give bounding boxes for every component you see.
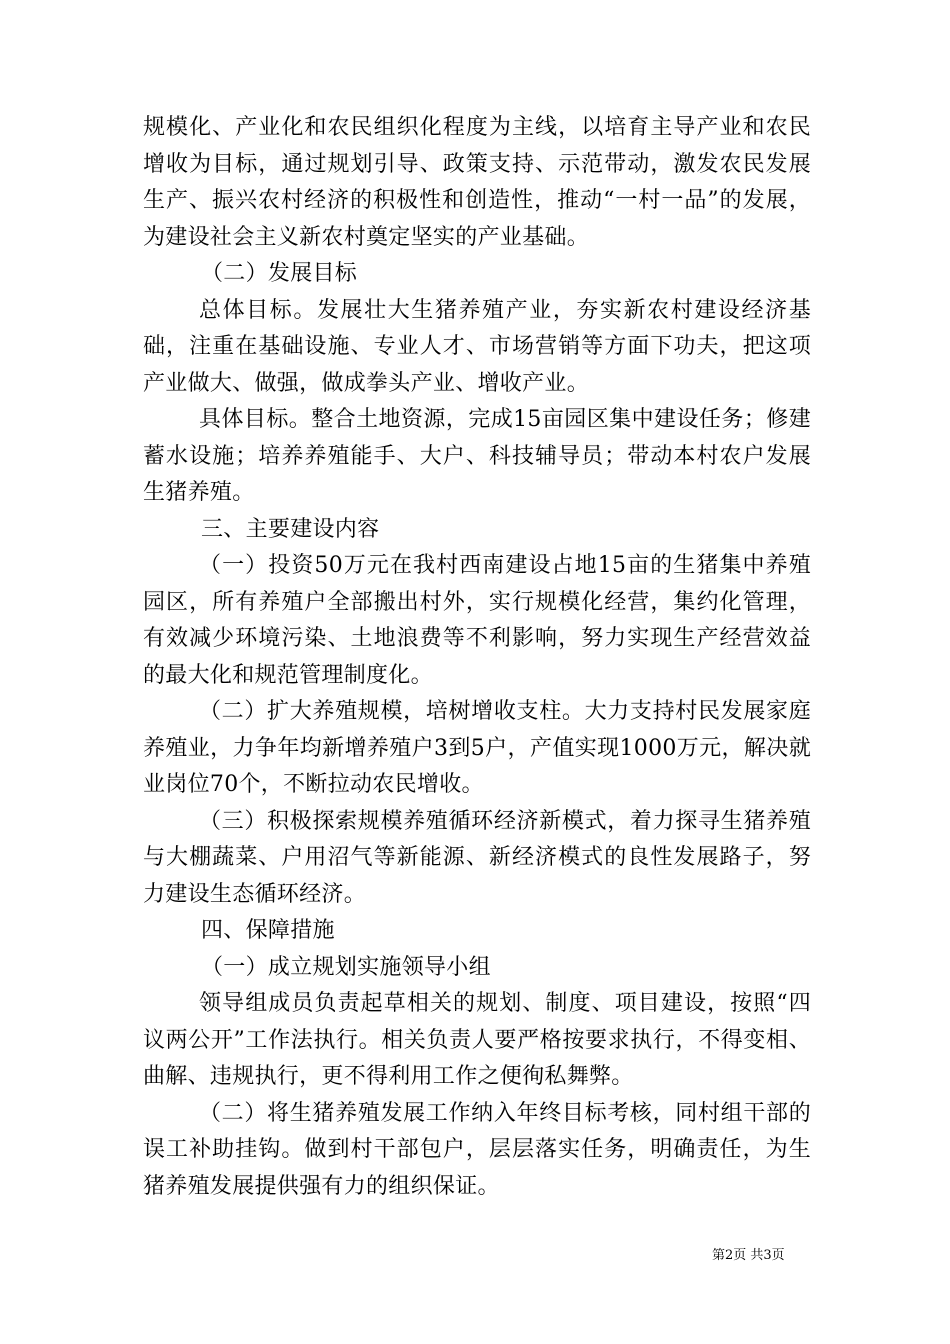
paragraph-assessment: （二）将生猪养殖发展工作纳入年终目标考核，同村组干部的误工补助挂钩。做到村干部包户，层层落实任务，明确责任，为生猪养殖发展提供强有力的组织保证。 [143, 1100, 811, 1199]
heading-safeguards: 四、保障措施 [201, 918, 335, 943]
paragraph-specific-goal: 具体目标。整合土地资源，完成15亩园区集中建设任务；修建蓄水设施；培养养殖能手、大户、科技辅导员；带动本村农户发展生猪养殖。 [143, 407, 811, 505]
paragraph-leadership-duties: 领导组成员负责起草相关的规划、制度、项目建设，按照“四议两公开”工作法执行。相关负责人要严格按要求执行，不得变相、曲解、违规执行，更不得利用工作之便徇私舞弊。 [143, 991, 811, 1089]
paragraph-construction-2: （二）扩大养殖规模，培树增收支柱。大力支持村民发展家庭养殖业，力争年均新增养殖户3到5户，产值实现1000万元，解决就业岗位70个，不断拉动农民增收。 [143, 699, 811, 797]
page-number-footer: 第2页 共3页 [712, 1248, 785, 1263]
document-body [143, 110, 811, 1205]
paragraph-construction-3: （三）积极探索规模养殖循环经济新模式，着力探寻生猪养殖与大棚蔬菜、户用沼气等新能源、新经济模式的良性发展路子，努力建设生态循环经济。 [143, 808, 811, 907]
heading-development-goals: （二）发展目标 [201, 261, 358, 286]
paragraph-continuation: 规模化、产业化和农民组织化程度为主线，以培育主导产业和农民增收为目标，通过规划引导、政策支持、示范带动，激发农民发展生产、振兴农村经济的积极性和创造性，推动“一村一品”的发展，为建设社会主义新农村奠定坚实的产业基础。 [143, 115, 811, 250]
paragraph-construction-1: （一）投资50万元在我村西南建设占地15亩的生猪集中养殖园区，所有养殖户全部搬出村外，实行规模化经营，集约化管理，有效减少环境污染、土地浪费等不利影响，努力实现生产经营效益的最大化和规范管理制度化。 [143, 553, 811, 688]
paragraph-overall-goal: 总体目标。发展壮大生猪养殖产业，夯实新农村建设经济基础，注重在基础设施、专业人才、市场营销等方面下功夫，把这项产业做大、做强，做成拳头产业、增收产业。 [143, 297, 811, 396]
heading-leadership-group: （一）成立规划实施领导小组 [201, 954, 491, 980]
heading-main-construction: 三、主要建设内容 [201, 516, 380, 542]
